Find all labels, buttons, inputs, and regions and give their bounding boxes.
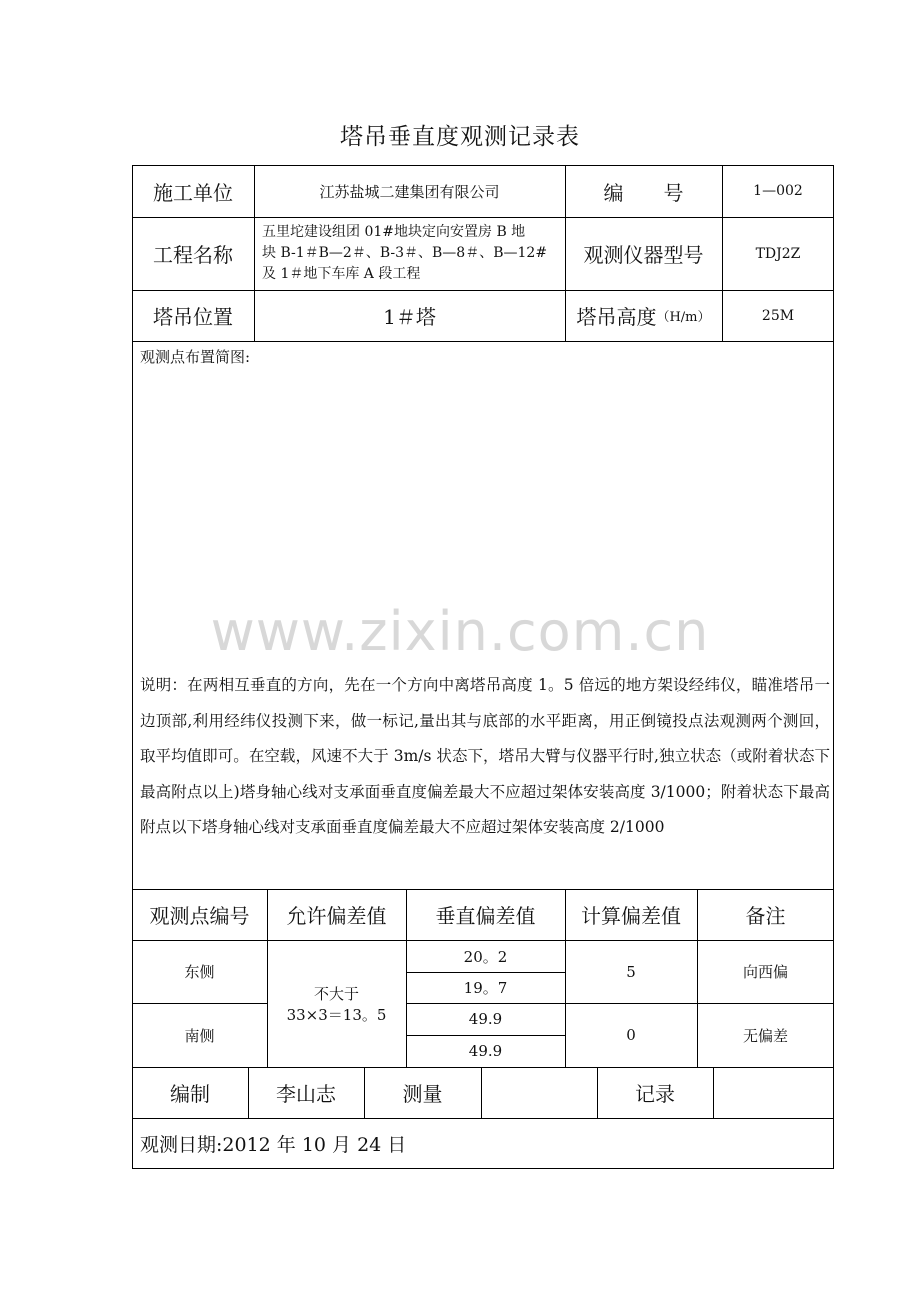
- divider: [132, 1118, 834, 1119]
- reading: 19。7: [463, 979, 508, 997]
- reading: 49.9: [468, 1042, 503, 1060]
- record-value: [713, 1067, 834, 1118]
- column-header: 计算偏差值: [581, 904, 681, 928]
- position-value: 1＃塔: [383, 305, 436, 329]
- unit-label: 施工单位: [153, 180, 233, 205]
- compile-label: 编制: [170, 1082, 210, 1106]
- remark: 向西偏: [742, 963, 788, 981]
- allowed-line: 33×3＝13。5: [286, 1005, 387, 1024]
- point-south: 南侧: [184, 1026, 215, 1045]
- divider: [132, 341, 834, 342]
- project-line: 五里坨建设组团 01#地块定向安置房 B 地: [262, 224, 526, 240]
- column-header: 备注: [745, 904, 786, 928]
- unit-value: 江苏盐城二建集团有限公司: [319, 182, 500, 201]
- calc-deviation: 5: [626, 962, 636, 981]
- position-label: 塔吊位置: [153, 305, 233, 329]
- project-line: 块 B-1＃B—2＃、B-3＃、B—8＃、B—12#: [262, 245, 548, 261]
- layout-diagram-label: 观测点布置简图:: [140, 348, 251, 366]
- allowed-deviation: [267, 940, 406, 1067]
- height-label-cell: [565, 290, 722, 341]
- observation-date: 观测日期:2012 年 10 月 24 日: [140, 1134, 407, 1156]
- reading: 49.9: [468, 1010, 503, 1028]
- instrument-label: 观测仪器型号: [583, 243, 704, 267]
- number-label: 编 号: [603, 180, 684, 205]
- project-line: 及 1＃地下车库 A 段工程: [262, 266, 421, 282]
- compile-value: 李山志: [276, 1082, 336, 1106]
- allowed-line: 不大于: [313, 984, 359, 1003]
- number-value: 1—002: [753, 183, 803, 199]
- watermark: www.zixin.com.cn: [210, 600, 710, 663]
- page-title: 塔吊垂直度观测记录表: [340, 124, 580, 150]
- height-value: 25M: [761, 307, 795, 324]
- record-label: 记录: [635, 1082, 675, 1106]
- project-value: [254, 217, 565, 290]
- calc-deviation: 0: [626, 1026, 636, 1044]
- reading: 20。2: [463, 947, 508, 966]
- instrument-value: TDJ2Z: [755, 245, 801, 262]
- column-header: 观测点编号: [149, 904, 250, 928]
- point-east: 东侧: [184, 963, 215, 981]
- height-unit: （H/m）: [656, 310, 711, 325]
- measure-value: [481, 1067, 597, 1118]
- height-label: 塔吊高度: [576, 305, 657, 329]
- measure-label: 测量: [402, 1082, 443, 1106]
- column-header: 允许偏差值: [286, 904, 387, 928]
- remark: 无偏差: [742, 1026, 788, 1045]
- project-label: 工程名称: [153, 243, 233, 267]
- explanation-note: 说明：在两相互垂直的方向，先在一个方向中离塔吊高度 1。5 倍远的地方架设经纬仪，瞄准塔吊一边顶部,利用经纬仪投测下来，做一标记,量出其与底部的水平距离，用正倒镜投点法观测两个测回，取平均值即可。在空载，风速不大于 3m/s 状态下，塔吊大臂与仪器平行时,独立状态（或附着状态下最高附点以上)塔身轴心线对支承面垂直度偏差最大不应超过架体安装高度 3/1000；附着状态下最高附点以下塔身轴心线对支承面垂直度偏差最大不应超过架体安装高度 2/1000: [140, 676, 830, 836]
- column-header: 垂直偏差值: [435, 904, 536, 928]
